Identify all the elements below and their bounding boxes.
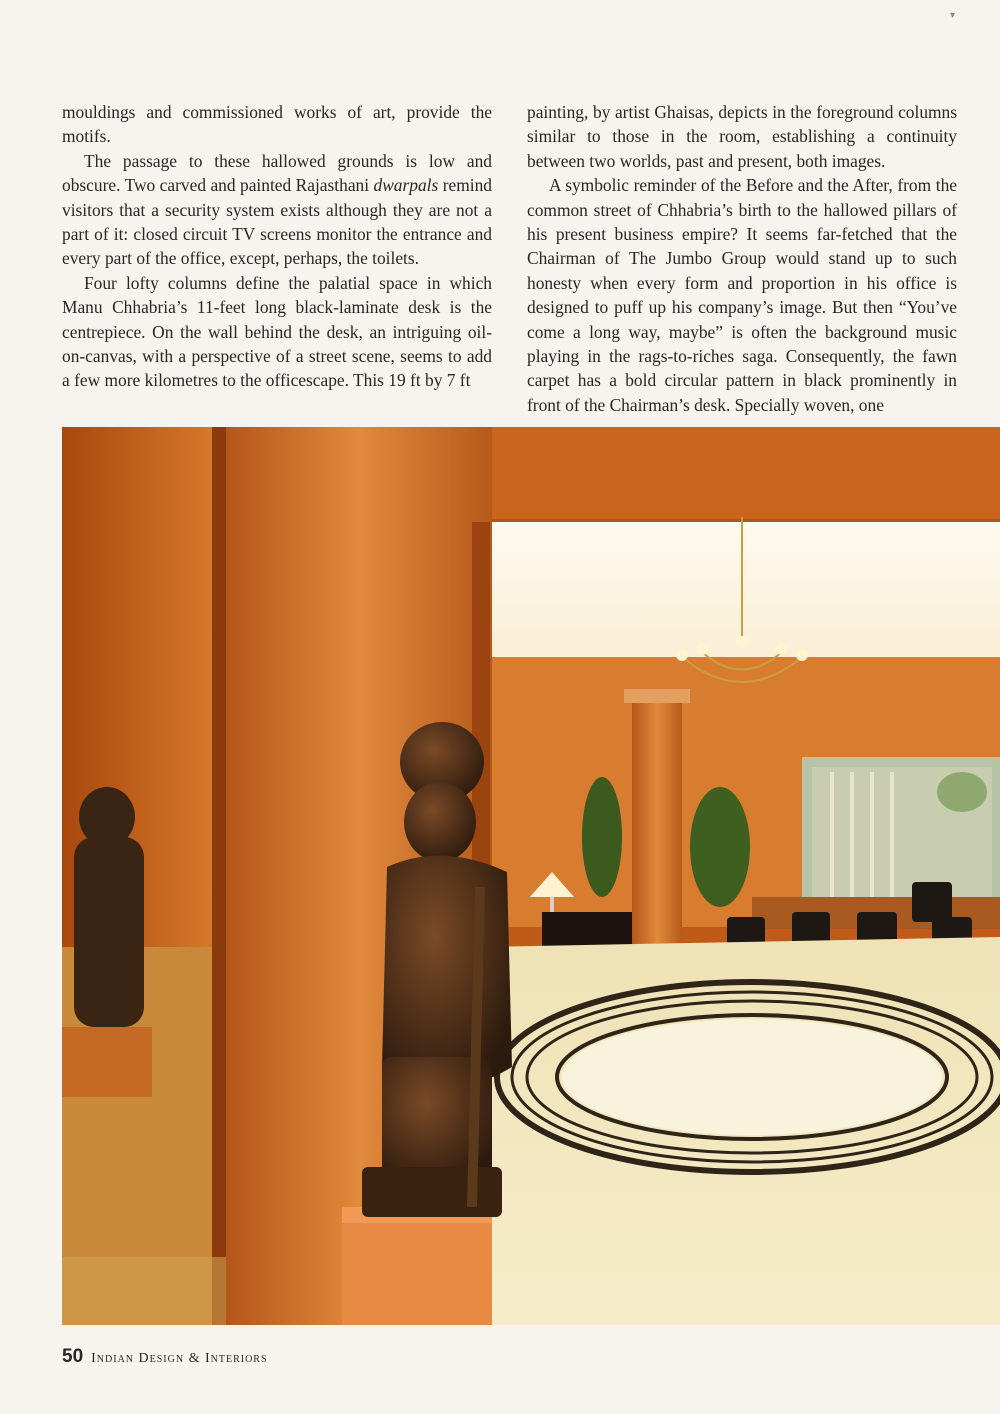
- corner-mark: ▾: [950, 10, 956, 21]
- article-right-column: [527, 100, 957, 417]
- page-number: 50: [62, 1346, 84, 1367]
- italic-term: dwarpals: [373, 175, 439, 196]
- paragraph: Four lofty columns define the palatial space in which Manu Chhabria’s 11-feet long black-laminate desk is the centrepiece. On the wall behind the desk, an intriguing oil-on-canvas, with a perspective of a street scene, seems to add a few more kilometres to the officescape. This 19 ft by 7 ft: [62, 272, 492, 391]
- paragraph: painting, by artist Ghaisas, depicts in the foreground columns similar to those in the room, establishing a continuity between two worlds, past and present, both images.: [527, 102, 957, 171]
- paragraph: mouldings and commissioned works of art, provide the motifs.: [62, 102, 492, 147]
- page-footer: [62, 1346, 268, 1370]
- office-interior-photo: [62, 427, 1000, 1325]
- paragraph-text: The passage to these hallowed grounds is low and obscure. Two carved and painted Rajasthani: [62, 150, 492, 196]
- paragraph-text: remind visitors that a security system exists although they are not a part of it: closed circuit TV screens monitor the entrance and every part of the office, except, perhaps, the toilets.: [62, 175, 492, 269]
- paragraph: [62, 149, 492, 271]
- article-left-column: [62, 100, 492, 393]
- publication-name: Indian Design & Interiors: [91, 1351, 268, 1366]
- paragraph: A symbolic reminder of the Before and the After, from the common street of Chhabria’s birth to the hallowed pillars of his present business empire? It seems far-fetched that the Chairman of The Jumbo Group would stand up to such honesty when every form and proportion in his office is designed to puff up his company’s image. But then “You’ve come a long way, maybe” is often the background music playing in the rags-to-riches saga. Consequently, the fawn carpet has a bold circular pattern in black prominently in front of the Chairman’s desk. Specially woven, one: [527, 175, 957, 415]
